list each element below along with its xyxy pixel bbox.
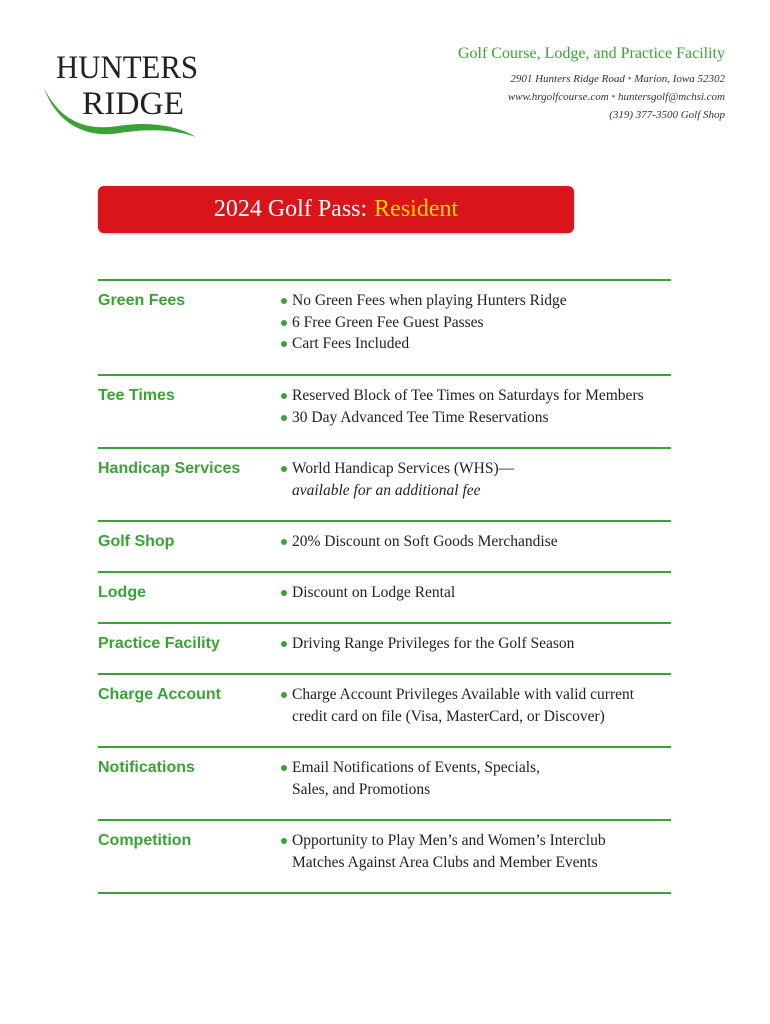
row-items (279, 633, 671, 673)
benefit-row-handicap (98, 449, 671, 522)
row-items (279, 385, 671, 447)
bullet-item: 30 Day Advanced Tee Time Reservations (279, 407, 671, 429)
row-items (279, 684, 671, 746)
website-link[interactable]: www.hrgolfcourse.com (507, 91, 609, 103)
row-label: Golf Shop (98, 533, 175, 550)
bullet-item: 20% Discount on Soft Goods Merchandise (279, 531, 671, 553)
row-items (279, 458, 671, 520)
separator-dot: • (611, 91, 616, 103)
banner-title: 2024 Golf Pass: (213, 196, 368, 222)
hunters-ridge-logo (40, 42, 210, 138)
row-items (279, 290, 671, 374)
bullet-item: Reserved Block of Tee Times on Saturdays for Members (279, 385, 671, 407)
bullet-item: No Green Fees when playing Hunters Ridge (279, 290, 671, 312)
benefit-row-competition (98, 821, 671, 894)
title-banner (98, 186, 574, 233)
web-line (458, 88, 725, 106)
row-label: Practice Facility (98, 635, 220, 652)
row-items (279, 531, 671, 571)
bullet-item: Cart Fees Included (279, 333, 671, 355)
bullet-item: Opportunity to Play Men’s and Women’s Interclub Matches Against Area Clubs and Member Events (279, 830, 642, 873)
row-label: Competition (98, 832, 192, 849)
bullet-item: Driving Range Privileges for the Golf Season (279, 633, 671, 655)
row-items (279, 830, 671, 892)
benefits-table (98, 279, 671, 894)
bullet-item: 6 Free Green Fee Guest Passes (279, 312, 671, 334)
row-label: Tee Times (98, 387, 175, 404)
banner-accent: Resident (374, 196, 459, 222)
row-items (279, 757, 671, 819)
row-items (279, 582, 671, 622)
benefit-row-notifications (98, 748, 671, 821)
address-city: Marion, Iowa 52302 (634, 73, 725, 85)
logo-graphic (40, 42, 210, 138)
row-label: Handicap Services (98, 460, 241, 477)
row-label: Charge Account (98, 686, 221, 703)
separator-dot: • (627, 73, 632, 85)
bullet-item: Discount on Lodge Rental (279, 582, 671, 604)
benefit-row-golf-shop (98, 522, 671, 573)
bullet-item: Email Notifications of Events, Specials, Sales, and Promotions (279, 757, 567, 800)
benefit-row-tee-times (98, 376, 671, 449)
tagline: Golf Course, Lodge, and Practice Facility (457, 45, 725, 62)
bullet-item (279, 458, 671, 501)
email-link[interactable]: huntersgolf@mchsi.com (618, 91, 725, 103)
benefit-row-green-fees (98, 281, 671, 376)
benefit-row-practice (98, 624, 671, 675)
logo-line-2: RIDGE (82, 86, 184, 122)
row-label: Lodge (98, 584, 146, 601)
bullet-item: Charge Account Privileges Available with valid current credit card on file (Visa, MasterCard, or Discover) (279, 684, 671, 727)
logo-line-1: HUNTERS (56, 50, 198, 86)
benefit-row-charge-account (98, 675, 671, 748)
row-label: Green Fees (98, 292, 186, 309)
benefit-row-lodge (98, 573, 671, 624)
item-text: World Handicap Services (WHS)— (292, 460, 515, 477)
header-contact (458, 44, 725, 124)
address-line (458, 70, 725, 88)
item-note: available for an additional fee (292, 481, 481, 499)
row-label: Notifications (98, 759, 195, 776)
address-street: 2901 Hunters Ridge Road (510, 73, 625, 85)
phone-line: (319) 377-3500 Golf Shop (609, 109, 725, 121)
